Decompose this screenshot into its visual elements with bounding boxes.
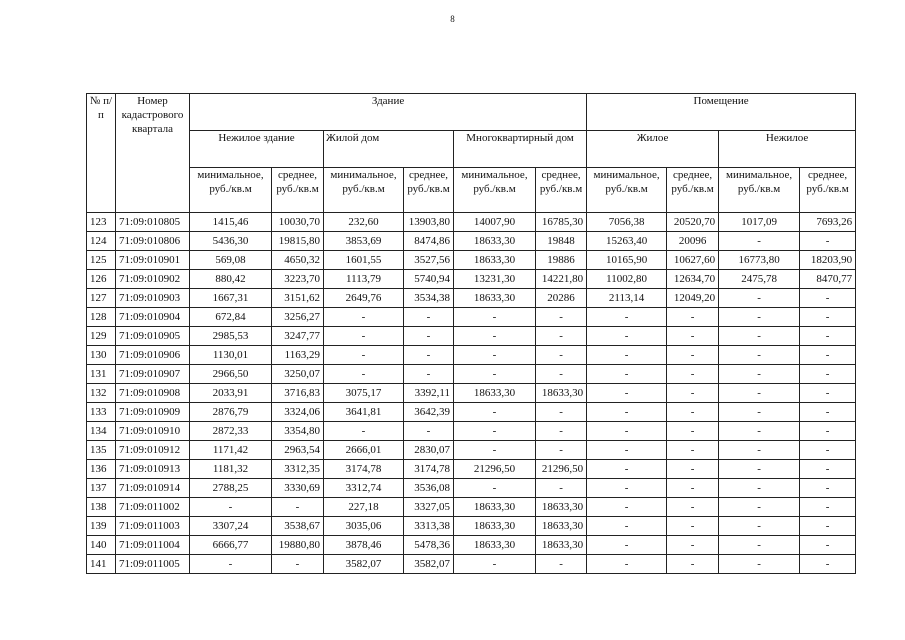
- cell-value: -: [587, 555, 667, 574]
- cell-value: 3313,38: [404, 517, 454, 536]
- cell-value: -: [719, 327, 800, 346]
- header-min: минимальное, руб./кв.м: [719, 168, 800, 213]
- quarter-number: 71:09:011003: [116, 517, 190, 536]
- cell-value: 8474,86: [404, 232, 454, 251]
- cell-value: 3075,17: [324, 384, 404, 403]
- cell-value: 3174,78: [324, 460, 404, 479]
- header-house: Жилой дом: [324, 131, 454, 168]
- cell-value: -: [719, 289, 800, 308]
- table-row: [87, 384, 856, 403]
- cell-value: -: [800, 308, 856, 327]
- quarter-number: 71:09:011002: [116, 498, 190, 517]
- cell-value: -: [800, 517, 856, 536]
- cell-value: -: [800, 346, 856, 365]
- cell-value: 3247,77: [272, 327, 324, 346]
- cell-value: -: [587, 384, 667, 403]
- cell-value: 2830,07: [404, 441, 454, 460]
- cell-value: -: [667, 498, 719, 517]
- cell-value: 232,60: [324, 213, 404, 232]
- quarter-number: 71:09:011004: [116, 536, 190, 555]
- header-min: минимальное, руб./кв.м: [454, 168, 536, 213]
- header-num: № п/п: [87, 94, 116, 213]
- cell-value: 5436,30: [190, 232, 272, 251]
- cell-value: 672,84: [190, 308, 272, 327]
- quarter-number: 71:09:010913: [116, 460, 190, 479]
- cell-value: 21296,50: [454, 460, 536, 479]
- row-number: 134: [87, 422, 116, 441]
- row-number: 126: [87, 270, 116, 289]
- quarter-number: 71:09:010908: [116, 384, 190, 403]
- cell-value: 3878,46: [324, 536, 404, 555]
- cell-value: 6666,77: [190, 536, 272, 555]
- table-row: [87, 232, 856, 251]
- cell-value: -: [667, 441, 719, 460]
- cell-value: 1415,46: [190, 213, 272, 232]
- quarter-number: 71:09:010806: [116, 232, 190, 251]
- cell-value: 10627,60: [667, 251, 719, 270]
- header-avg: среднее, руб./кв.м: [667, 168, 719, 213]
- cell-value: 2033,91: [190, 384, 272, 403]
- table-row: [87, 555, 856, 574]
- cell-value: -: [454, 422, 536, 441]
- row-number: 133: [87, 403, 116, 422]
- header-avg: среднее, руб./кв.м: [536, 168, 587, 213]
- quarter-number: 71:09:010902: [116, 270, 190, 289]
- cell-value: -: [587, 460, 667, 479]
- cell-value: -: [800, 232, 856, 251]
- header-apartment-house: Многоквартирный дом: [454, 131, 587, 168]
- cell-value: 569,08: [190, 251, 272, 270]
- table-row: [87, 289, 856, 308]
- table-row: [87, 403, 856, 422]
- quarter-number: 71:09:010912: [116, 441, 190, 460]
- quarter-number: 71:09:010909: [116, 403, 190, 422]
- cell-value: -: [587, 403, 667, 422]
- cell-value: 14221,80: [536, 270, 587, 289]
- cell-value: 20096: [667, 232, 719, 251]
- cell-value: 18633,30: [454, 289, 536, 308]
- cell-value: -: [272, 555, 324, 574]
- quarter-number: 71:09:010903: [116, 289, 190, 308]
- header-quarter: Номер кадастрового квартала: [116, 94, 190, 213]
- cell-value: -: [536, 308, 587, 327]
- quarter-number: 71:09:011005: [116, 555, 190, 574]
- cell-value: 3536,08: [404, 479, 454, 498]
- cell-value: 3312,74: [324, 479, 404, 498]
- cell-value: -: [190, 498, 272, 517]
- table-row: [87, 251, 856, 270]
- cell-value: 16773,80: [719, 251, 800, 270]
- cell-value: -: [536, 403, 587, 422]
- table-row: [87, 327, 856, 346]
- cell-value: -: [719, 346, 800, 365]
- quarter-number: 71:09:010906: [116, 346, 190, 365]
- header-min: минимальное, руб./кв.м: [324, 168, 404, 213]
- cell-value: -: [454, 441, 536, 460]
- row-number: 136: [87, 460, 116, 479]
- cell-value: 13903,80: [404, 213, 454, 232]
- cell-value: -: [536, 555, 587, 574]
- cell-value: 2649,76: [324, 289, 404, 308]
- cell-value: -: [587, 441, 667, 460]
- quarter-number: 71:09:010907: [116, 365, 190, 384]
- cell-value: -: [587, 498, 667, 517]
- cadastral-value-table: [86, 93, 856, 574]
- cell-value: -: [667, 422, 719, 441]
- cell-value: 21296,50: [536, 460, 587, 479]
- table-row: [87, 460, 856, 479]
- table-row: [87, 346, 856, 365]
- header-min: минимальное, руб./кв.м: [587, 168, 667, 213]
- cell-value: 5478,36: [404, 536, 454, 555]
- header-building: Здание: [190, 94, 587, 131]
- row-number: 127: [87, 289, 116, 308]
- cell-value: 2666,01: [324, 441, 404, 460]
- cell-value: 1163,29: [272, 346, 324, 365]
- cell-value: 1017,09: [719, 213, 800, 232]
- cell-value: 18633,30: [454, 498, 536, 517]
- cell-value: -: [536, 441, 587, 460]
- cell-value: 3312,35: [272, 460, 324, 479]
- row-number: 124: [87, 232, 116, 251]
- cell-value: -: [800, 479, 856, 498]
- cell-value: 12049,20: [667, 289, 719, 308]
- cell-value: -: [719, 536, 800, 555]
- cell-value: -: [719, 232, 800, 251]
- cell-value: -: [719, 365, 800, 384]
- cell-value: -: [404, 365, 454, 384]
- cell-value: -: [454, 555, 536, 574]
- cell-value: 5740,94: [404, 270, 454, 289]
- cell-value: 18633,30: [454, 517, 536, 536]
- cell-value: 2872,33: [190, 422, 272, 441]
- cell-value: -: [404, 346, 454, 365]
- cell-value: -: [800, 384, 856, 403]
- cell-value: 12634,70: [667, 270, 719, 289]
- cell-value: 7693,26: [800, 213, 856, 232]
- cell-value: -: [719, 384, 800, 403]
- cell-value: 19848: [536, 232, 587, 251]
- cell-value: 19880,80: [272, 536, 324, 555]
- cell-value: 19815,80: [272, 232, 324, 251]
- cell-value: 16785,30: [536, 213, 587, 232]
- cell-value: -: [587, 422, 667, 441]
- cell-value: -: [719, 441, 800, 460]
- cell-value: -: [324, 308, 404, 327]
- cell-value: -: [587, 365, 667, 384]
- header-nonres-premises: Нежилое: [719, 131, 856, 168]
- cell-value: 8470,77: [800, 270, 856, 289]
- cell-value: 3582,07: [324, 555, 404, 574]
- row-number: 129: [87, 327, 116, 346]
- cell-value: -: [536, 346, 587, 365]
- cell-value: -: [800, 327, 856, 346]
- cell-value: 3223,70: [272, 270, 324, 289]
- table-row: [87, 422, 856, 441]
- header-min: минимальное, руб./кв.м: [190, 168, 272, 213]
- cell-value: 18633,30: [454, 384, 536, 403]
- cell-value: 880,42: [190, 270, 272, 289]
- header-avg: среднее, руб./кв.м: [800, 168, 856, 213]
- cell-value: 3641,81: [324, 403, 404, 422]
- cell-value: 2876,79: [190, 403, 272, 422]
- cell-value: -: [800, 422, 856, 441]
- cell-value: 18633,30: [536, 536, 587, 555]
- cell-value: -: [667, 346, 719, 365]
- cell-value: 10165,90: [587, 251, 667, 270]
- cell-value: -: [404, 327, 454, 346]
- cell-value: 3250,07: [272, 365, 324, 384]
- cell-value: -: [324, 365, 404, 384]
- cell-value: 2985,53: [190, 327, 272, 346]
- row-number: 130: [87, 346, 116, 365]
- cell-value: -: [324, 346, 404, 365]
- table-row: [87, 441, 856, 460]
- cell-value: 3035,06: [324, 517, 404, 536]
- cell-value: 3642,39: [404, 403, 454, 422]
- quarter-number: 71:09:010910: [116, 422, 190, 441]
- cell-value: -: [800, 460, 856, 479]
- header-res-premises: Жилое: [587, 131, 719, 168]
- cell-value: -: [800, 365, 856, 384]
- cell-value: -: [667, 365, 719, 384]
- cell-value: 3330,69: [272, 479, 324, 498]
- cell-value: 227,18: [324, 498, 404, 517]
- cell-value: 3327,05: [404, 498, 454, 517]
- cell-value: 1601,55: [324, 251, 404, 270]
- table-body: [87, 213, 856, 574]
- cell-value: 19886: [536, 251, 587, 270]
- cell-value: 1113,79: [324, 270, 404, 289]
- table-row: [87, 479, 856, 498]
- cell-value: 3354,80: [272, 422, 324, 441]
- cell-value: -: [719, 555, 800, 574]
- cell-value: 1181,32: [190, 460, 272, 479]
- cell-value: -: [719, 308, 800, 327]
- cell-value: -: [667, 308, 719, 327]
- cell-value: -: [454, 365, 536, 384]
- cell-value: 14007,90: [454, 213, 536, 232]
- cell-value: 3324,06: [272, 403, 324, 422]
- header-premises: Помещение: [587, 94, 856, 131]
- cell-value: -: [667, 517, 719, 536]
- cell-value: -: [667, 460, 719, 479]
- cell-value: 4650,32: [272, 251, 324, 270]
- quarter-number: 71:09:010805: [116, 213, 190, 232]
- cell-value: -: [719, 460, 800, 479]
- table-row: [87, 308, 856, 327]
- table-row: [87, 213, 856, 232]
- cell-value: 20520,70: [667, 213, 719, 232]
- cell-value: 13231,30: [454, 270, 536, 289]
- cell-value: -: [536, 327, 587, 346]
- row-number: 131: [87, 365, 116, 384]
- cell-value: 3174,78: [404, 460, 454, 479]
- cell-value: 18633,30: [454, 251, 536, 270]
- cell-value: 3307,24: [190, 517, 272, 536]
- cell-value: -: [667, 327, 719, 346]
- cell-value: 3538,67: [272, 517, 324, 536]
- cell-value: -: [272, 498, 324, 517]
- cell-value: -: [719, 517, 800, 536]
- cell-value: -: [719, 479, 800, 498]
- row-number: 139: [87, 517, 116, 536]
- cell-value: -: [324, 327, 404, 346]
- row-number: 138: [87, 498, 116, 517]
- cell-value: -: [190, 555, 272, 574]
- cell-value: 18633,30: [536, 384, 587, 403]
- cell-value: -: [587, 346, 667, 365]
- cell-value: 2113,14: [587, 289, 667, 308]
- table-row: [87, 365, 856, 384]
- cell-value: 2966,50: [190, 365, 272, 384]
- table-row: [87, 536, 856, 555]
- quarter-number: 71:09:010905: [116, 327, 190, 346]
- quarter-number: 71:09:010914: [116, 479, 190, 498]
- header-avg: среднее, руб./кв.м: [272, 168, 324, 213]
- cell-value: -: [587, 536, 667, 555]
- cell-value: -: [800, 403, 856, 422]
- cell-value: 18203,90: [800, 251, 856, 270]
- row-number: 141: [87, 555, 116, 574]
- cell-value: 3151,62: [272, 289, 324, 308]
- cell-value: -: [800, 536, 856, 555]
- header-avg: среднее, руб./кв.м: [404, 168, 454, 213]
- cell-value: -: [800, 441, 856, 460]
- cell-value: 1667,31: [190, 289, 272, 308]
- cell-value: 3256,27: [272, 308, 324, 327]
- cell-value: 3853,69: [324, 232, 404, 251]
- cell-value: -: [587, 517, 667, 536]
- row-number: 140: [87, 536, 116, 555]
- cell-value: 2788,25: [190, 479, 272, 498]
- table-row: [87, 517, 856, 536]
- cell-value: -: [404, 308, 454, 327]
- cell-value: -: [454, 403, 536, 422]
- cell-value: 18633,30: [454, 536, 536, 555]
- cell-value: -: [800, 498, 856, 517]
- cell-value: 15263,40: [587, 232, 667, 251]
- cell-value: -: [324, 422, 404, 441]
- row-number: 132: [87, 384, 116, 403]
- table-row: [87, 270, 856, 289]
- cell-value: 18633,30: [454, 232, 536, 251]
- cell-value: -: [800, 555, 856, 574]
- cell-value: 18633,30: [536, 498, 587, 517]
- cell-value: 3527,56: [404, 251, 454, 270]
- cell-value: -: [667, 536, 719, 555]
- cell-value: -: [667, 555, 719, 574]
- cell-value: -: [454, 479, 536, 498]
- cell-value: -: [587, 479, 667, 498]
- cell-value: 20286: [536, 289, 587, 308]
- cell-value: -: [719, 403, 800, 422]
- row-number: 125: [87, 251, 116, 270]
- quarter-number: 71:09:010904: [116, 308, 190, 327]
- cell-value: -: [667, 479, 719, 498]
- cell-value: 1171,42: [190, 441, 272, 460]
- cell-value: -: [536, 365, 587, 384]
- row-number: 135: [87, 441, 116, 460]
- cell-value: 18633,30: [536, 517, 587, 536]
- cell-value: 10030,70: [272, 213, 324, 232]
- cell-value: -: [587, 308, 667, 327]
- cell-value: 3392,11: [404, 384, 454, 403]
- row-number: 137: [87, 479, 116, 498]
- cell-value: -: [719, 498, 800, 517]
- row-number: 128: [87, 308, 116, 327]
- cell-value: 3716,83: [272, 384, 324, 403]
- cell-value: 2963,54: [272, 441, 324, 460]
- cell-value: 3582,07: [404, 555, 454, 574]
- cell-value: -: [800, 289, 856, 308]
- cell-value: -: [454, 346, 536, 365]
- cell-value: -: [587, 327, 667, 346]
- cell-value: -: [454, 308, 536, 327]
- quarter-number: 71:09:010901: [116, 251, 190, 270]
- cell-value: 1130,01: [190, 346, 272, 365]
- row-number: 123: [87, 213, 116, 232]
- header-nonres-building: Нежилое здание: [190, 131, 324, 168]
- cell-value: -: [536, 422, 587, 441]
- cell-value: 2475,78: [719, 270, 800, 289]
- table-row: [87, 498, 856, 517]
- cell-value: -: [404, 422, 454, 441]
- cell-value: 7056,38: [587, 213, 667, 232]
- cell-value: -: [719, 422, 800, 441]
- cell-value: -: [667, 403, 719, 422]
- cell-value: 3534,38: [404, 289, 454, 308]
- cell-value: -: [536, 479, 587, 498]
- page-number: 8: [450, 14, 455, 24]
- cell-value: -: [667, 384, 719, 403]
- cell-value: 11002,80: [587, 270, 667, 289]
- cell-value: -: [454, 327, 536, 346]
